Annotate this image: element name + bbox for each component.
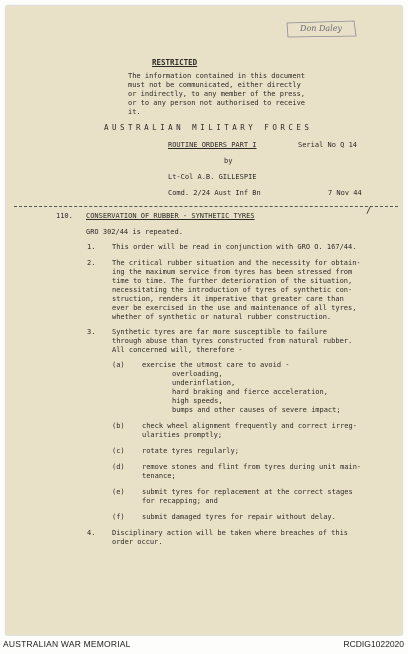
sub-item-label: (f) <box>112 513 125 521</box>
para-4-line: Disciplinary action will be taken where breaches of this <box>112 529 349 537</box>
para-2-line: whether of synthetic or natural rubber construction. <box>112 313 332 321</box>
sub-item-label: (e) <box>112 488 125 496</box>
notice-line: must not be communicated, either directly <box>128 81 301 89</box>
para-2-line: time to time. The further deterioration of the situation, <box>112 277 353 285</box>
notice-line: or indirectly, to any member of the press, <box>128 90 306 98</box>
para-2-line: The critical rubber situation and the necessity for obtain- <box>112 259 361 267</box>
sub-item-text: submit damaged tyres for repair without delay. <box>142 513 336 521</box>
notice-line: it. <box>128 108 141 116</box>
sub-item-text: exercise the utmost care to avoid - <box>142 361 290 369</box>
para-4-line: order occur. <box>112 538 163 546</box>
para-3-line: All concerned will, therefore - <box>112 346 243 354</box>
para-number: 4. <box>87 529 96 537</box>
avoid-item: overloading, <box>172 370 223 378</box>
sub-item-label: (c) <box>112 447 125 455</box>
footer-source: AUSTRALIAN WAR MEMORIAL <box>3 639 131 649</box>
sub-item-label: (d) <box>112 463 125 471</box>
para-2-line: ing the maximum service from tyres has been stressed from <box>112 268 353 276</box>
notice-line: The information contained in this document <box>128 72 306 80</box>
repeated-line: GRO 302/44 is repeated. <box>86 228 183 236</box>
avoid-item: high speeds, <box>172 397 223 405</box>
para-number: 3. <box>87 328 96 336</box>
sub-item-text: for recapping; and <box>142 497 218 505</box>
org-title: AUSTRALIAN MILITARY FORCES <box>104 123 313 132</box>
handwritten-note <box>284 19 358 39</box>
officer-name: Lt-Col A.B. GILLESPIE <box>168 173 257 181</box>
para-3-line: Synthetic tyres are far more susceptible to failure <box>112 328 327 336</box>
para-number: 1. <box>87 243 96 251</box>
para-number: 2. <box>87 259 96 267</box>
order-date: 7 Nov 44 <box>328 189 362 197</box>
margin-mark: / <box>366 206 372 216</box>
archive-footer <box>0 636 408 654</box>
avoid-item: bumps and other causes of severe impact; <box>172 406 341 414</box>
orders-title: ROUTINE ORDERS PART I <box>168 141 257 149</box>
sub-item-text: rotate tyres regularly; <box>142 447 239 455</box>
footer-reference: RCDIG1022020 <box>343 639 404 649</box>
para-1-text: This order will be read in conjunction with GRO O. 167/44. <box>112 243 357 251</box>
sub-item-label: (a) <box>112 361 125 369</box>
sub-item-text: ularities promptly; <box>142 431 223 439</box>
sub-item-text: submit tyres for replacement at the correct stages <box>142 488 353 496</box>
para-2-line: ever be exercised in the use and maintenance of all tyres, <box>112 304 357 312</box>
notice-line: or to any person not authorised to receive <box>128 99 306 107</box>
sub-item-text: check wheel alignment frequently and correct irreg- <box>142 422 357 430</box>
handwritten-text: Don Daley <box>300 24 342 33</box>
avoid-item: underinflation, <box>172 379 236 387</box>
para-2-line: struction, renders it imperative that greater care than <box>112 295 344 303</box>
serial-number: Serial No Q 14 <box>298 141 358 149</box>
sub-item-text: tenance; <box>142 472 176 480</box>
restricted-heading: RESTRICTED <box>152 58 198 67</box>
sub-item-label: (b) <box>112 422 125 430</box>
command-unit: Comd. 2/24 Aust Inf Bn <box>168 189 261 197</box>
by-label: by <box>224 157 233 165</box>
avoid-item: hard braking and fierce acceleration, <box>172 388 328 396</box>
sub-item-text: remove stones and flint from tyres during unit main- <box>142 463 362 471</box>
para-2-line: necessitating the introduction of tyres of synthetic con- <box>112 286 353 294</box>
document-page <box>6 6 402 635</box>
para-3-line: through abuse than tyres constructed from natural rubber. <box>112 337 353 345</box>
item-number: 110. <box>56 212 73 220</box>
item-title: CONSERVATION OF RUBBER - SYNTHETIC TYRES <box>86 212 255 220</box>
section-divider <box>14 206 398 207</box>
